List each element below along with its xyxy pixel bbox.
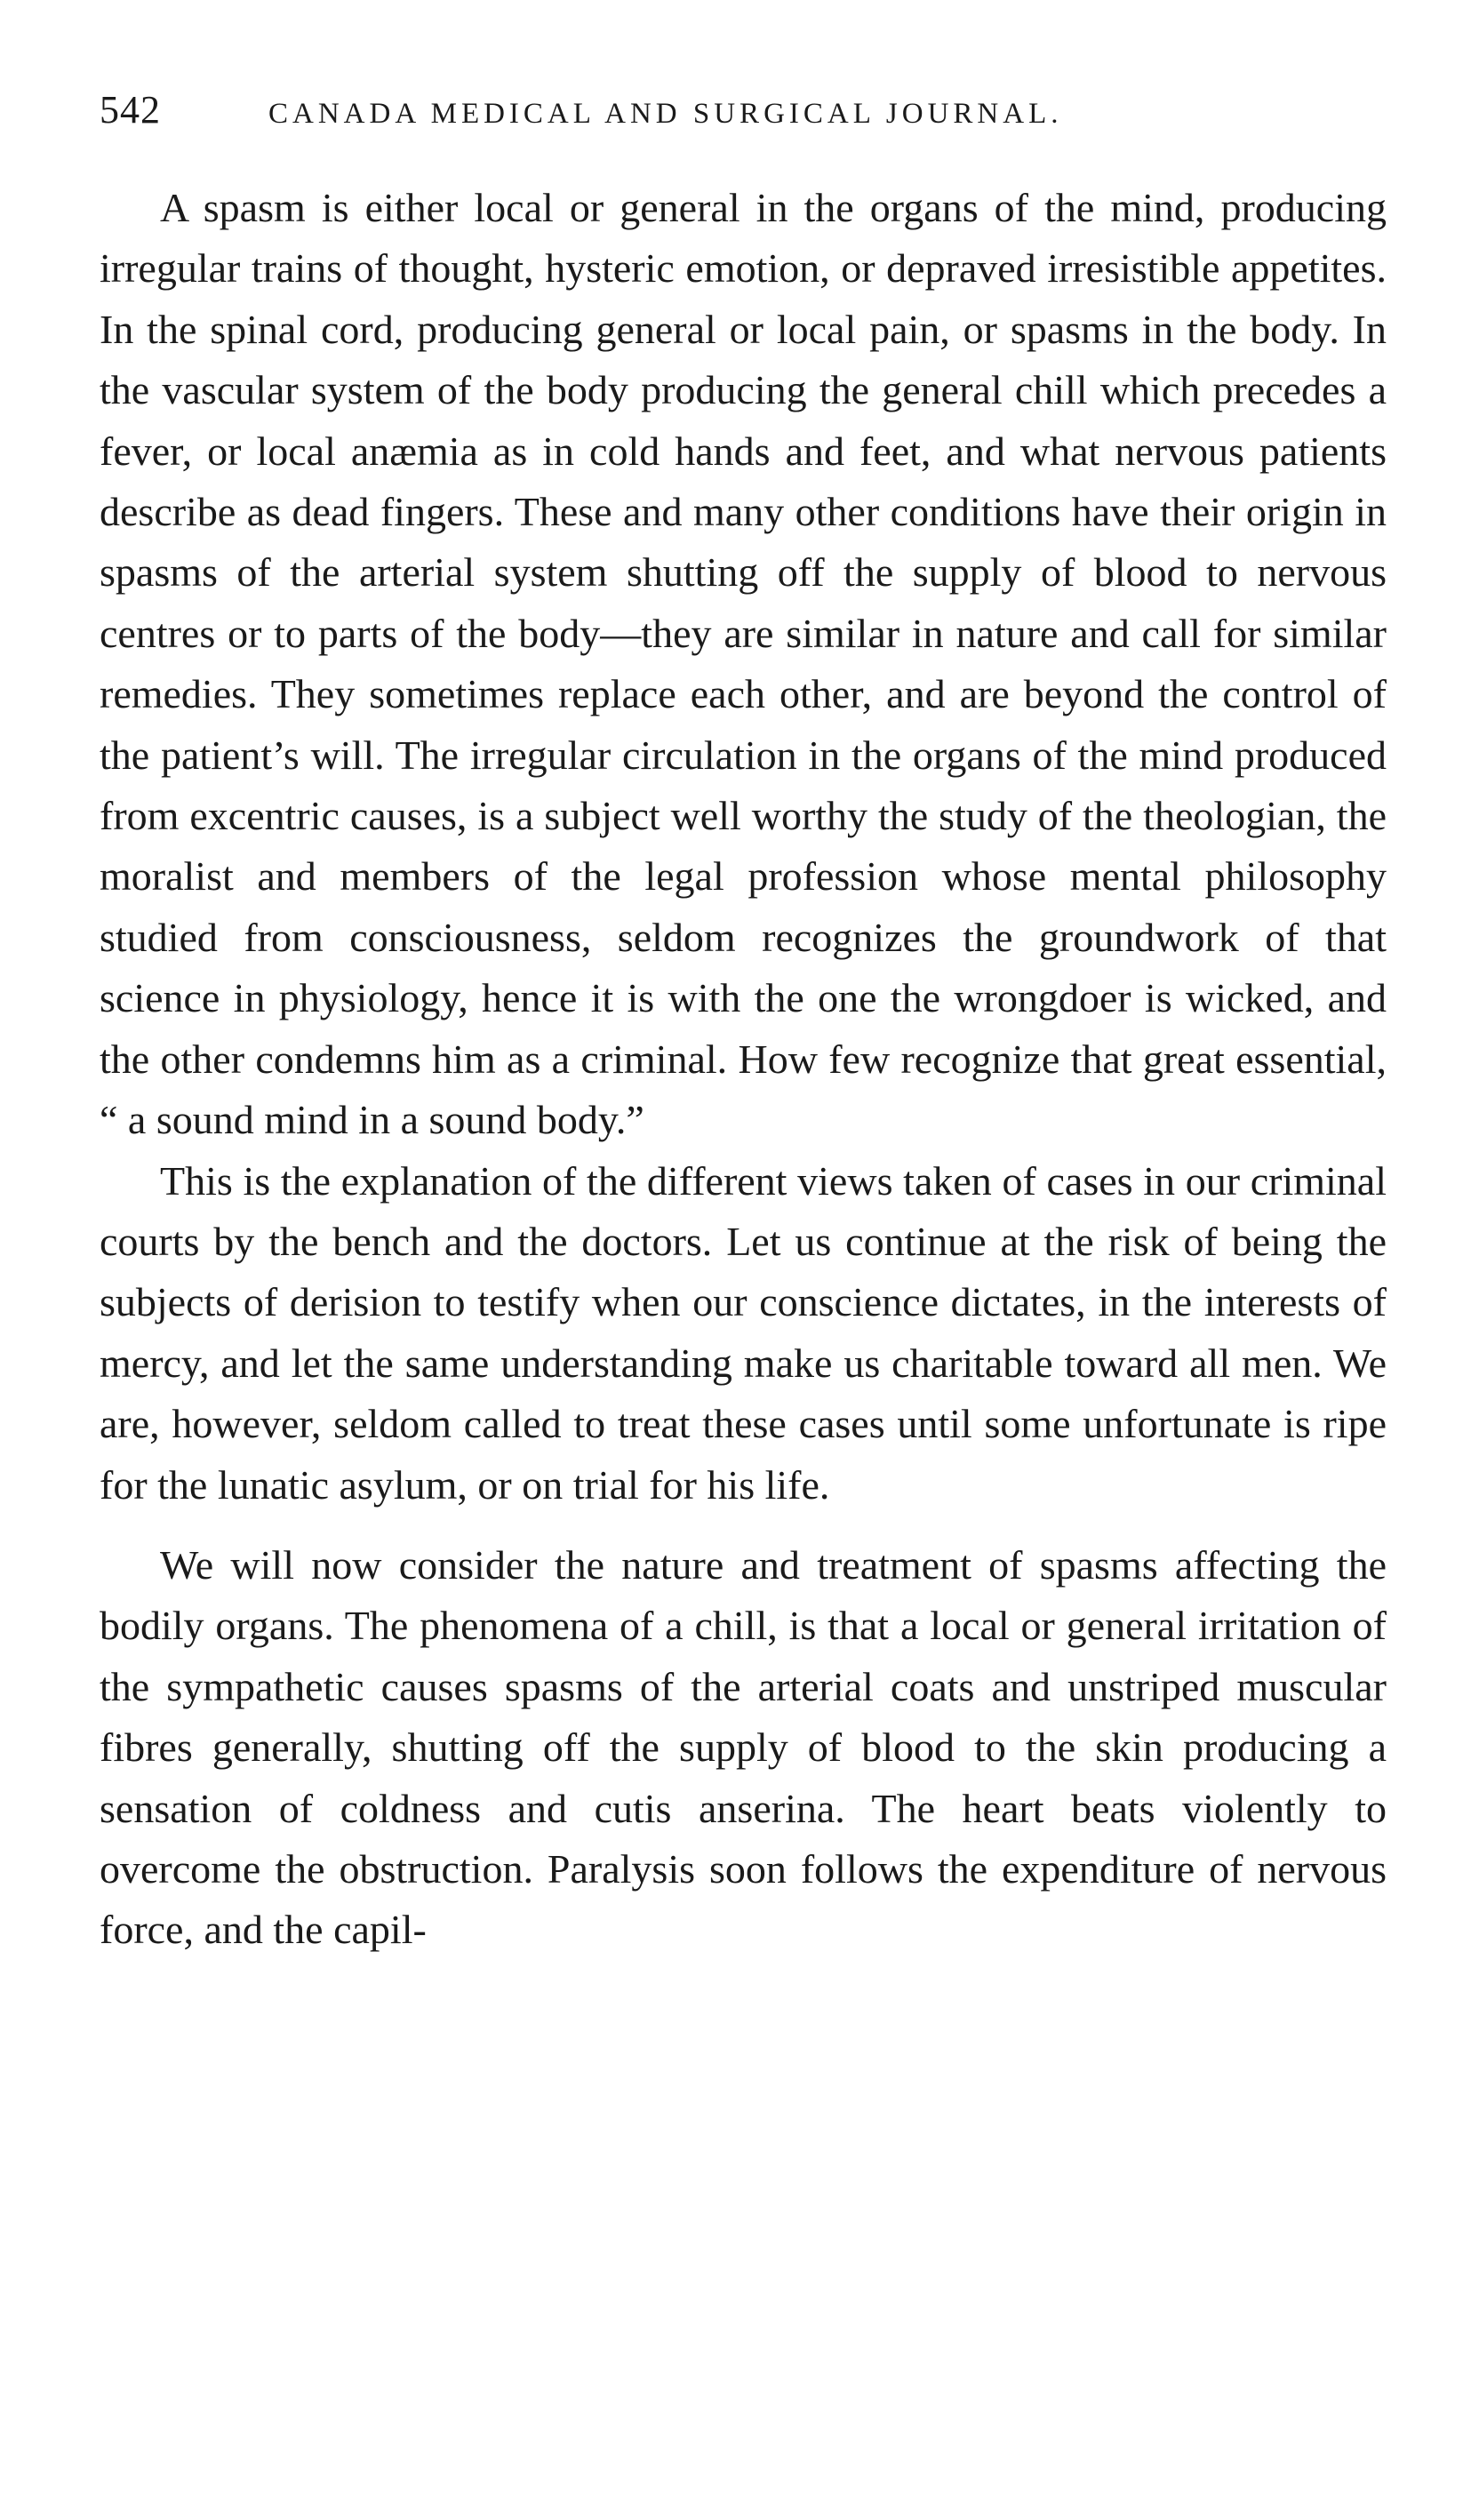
paragraph-explanation: This is the explanation of the different views taken of cases in our criminal courts by the bench and the doctors. Let us continue at the risk of being the subjects of derision to testify when our conscience dictates, in the interests of mercy, and let the same understanding make us charitable toward all men. We are, however, seldom called to treat these cases until some unfortunate is ripe for the lunatic asylum, or on trial for his life. (100, 1157, 1387, 1508)
paragraph-treatment: We will now consider the nature and treatment of spasms affecting the bodily organs. The phenomena of a chill, is that a local or general irritation of the sympathetic causes spasms of the arterial coats and unstriped muscular fibres generally, shutting off the supply of blood to the skin producing a sensation of coldness and cutis anserina. The heart beats violently to overcome the obstruction. Paralysis soon follows the expenditure of nervous force, and the capil- (100, 1541, 1387, 1953)
page-header (100, 87, 1379, 140)
paragraph-spasm-definition: A spasm is either local or general in the organs of the mind, producing irregular trains of thought, hysteric emotion, or depraved irresistible appetites. In the spinal cord, producing general or local pain, or spasms in the body. In the vascular system of the body producing the general chill which precedes a fever, or local anæmia as in cold hands and feet, and what nervous patients describe as dead fingers. These and many other conditions have their origin in spasms of the arterial system shutting off the supply of blood to nervous centres or to parts of the body—they are similar in nature and call for similar remedies. They sometimes replace each other, and are beyond the control of the patient’s will. The irregular circulation in the organs of the mind produced from excentric causes, is a subject well worthy the study of the theologian, the moralist and members of the legal profession whose mental philosophy studied from consciousness, seldom recognizes the groundwork of that science in physiology, hence it is with the one the wrongdoer is wicked, and the other condemns him as a criminal. How few recognize that great essential, “ a sound mind in a sound body.” (100, 185, 1387, 1143)
running-head: CANADA MEDICAL AND SURGICAL JOURNAL. (268, 98, 1063, 130)
page-number: 542 (100, 88, 161, 132)
body-text (100, 178, 1387, 1961)
